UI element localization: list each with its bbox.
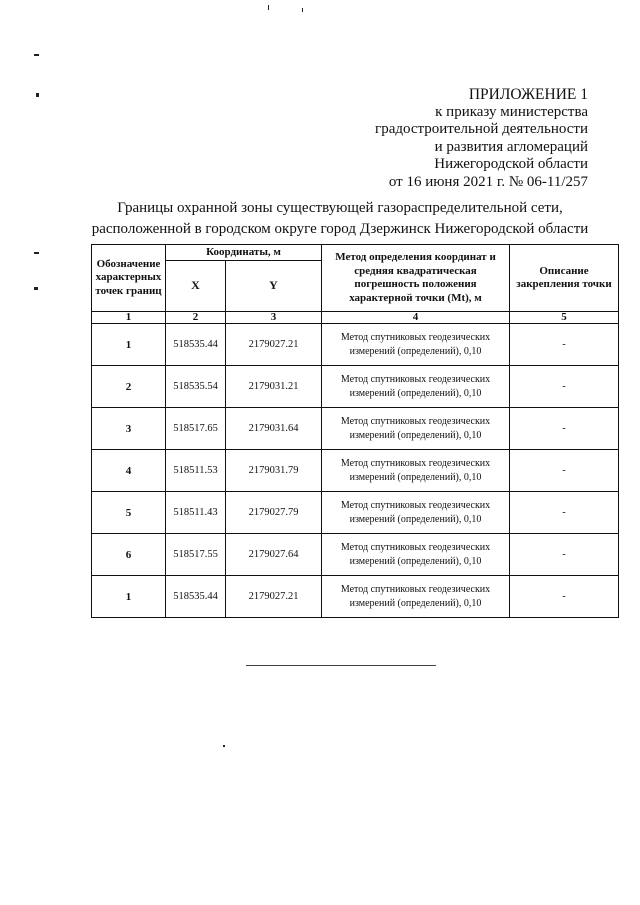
scan-mark [223,745,225,747]
method-cell: Метод спутниковых геодезических измерений (определений), 0,10 [322,576,510,618]
document-title [60,198,620,240]
method-cell: Метод спутниковых геодезических измерений (определений), 0,10 [322,366,510,408]
table-row [92,492,619,534]
coord-y: 2179031.21 [226,366,322,408]
coord-x: 518535.44 [166,576,226,618]
point-id: 1 [92,324,166,366]
point-id: 1 [92,576,166,618]
document-title-line: расположенной в городском округе город Дзержинск Нижегородской области [91,221,589,237]
description-cell: - [510,492,619,534]
point-id: 4 [92,450,166,492]
header-method: Метод определения координат и средняя квадратическая погрешность положения характерной точки (Mt), м [322,245,510,312]
end-divider [246,665,436,666]
table-row [92,366,619,408]
description-cell: - [510,576,619,618]
header-description: Описание закрепления точки [510,245,619,312]
appendix-line: к приказу министерства [435,103,588,120]
table-row [92,324,619,366]
coord-y: 2179027.21 [226,324,322,366]
table-row [92,576,619,618]
appendix-line: от 16 июня 2021 г. № 06-11/257 [388,173,588,190]
header-coordinates: Координаты, м [166,245,322,261]
table-row [92,408,619,450]
document-title-line: Границы охранной зоны существующей газораспределительной сети, [117,200,563,216]
scan-mark [36,93,39,97]
method-cell: Метод спутниковых геодезических измерений (определений), 0,10 [322,492,510,534]
coord-y: 2179031.64 [226,408,322,450]
coord-x: 518517.65 [166,408,226,450]
method-cell: Метод спутниковых геодезических измерений (определений), 0,10 [322,408,510,450]
scan-mark [34,54,39,56]
description-cell: - [510,324,619,366]
header-y: Y [226,261,322,312]
method-cell: Метод спутниковых геодезических измерений (определений), 0,10 [322,534,510,576]
point-id: 3 [92,408,166,450]
description-cell: - [510,366,619,408]
header-point: Обозначение характерных точек границ [92,245,166,312]
description-cell: - [510,534,619,576]
coord-y: 2179031.79 [226,450,322,492]
table-row [92,450,619,492]
coord-x: 518517.55 [166,534,226,576]
coord-y: 2179027.64 [226,534,322,576]
column-number: 3 [226,312,322,324]
header-x: X [166,261,226,312]
scan-mark [268,5,269,10]
scan-mark [34,287,38,290]
scan-mark [34,252,39,254]
coord-x: 518535.54 [166,366,226,408]
appendix-block [375,86,588,191]
coord-y: 2179027.21 [226,576,322,618]
column-number: 5 [510,312,619,324]
appendix-line: и развития агломераций [434,138,588,155]
point-id: 6 [92,534,166,576]
appendix-line: градостроительной деятельности [375,121,588,137]
column-number: 4 [322,312,510,324]
appendix-title: ПРИЛОЖЕНИЕ 1 [468,86,588,103]
description-cell: - [510,408,619,450]
coord-x: 518511.43 [166,492,226,534]
coord-y: 2179027.79 [226,492,322,534]
column-number: 2 [166,312,226,324]
method-cell: Метод спутниковых геодезических измерений (определений), 0,10 [322,450,510,492]
coord-x: 518535.44 [166,324,226,366]
point-id: 5 [92,492,166,534]
scan-mark [302,8,303,12]
point-id: 2 [92,366,166,408]
method-cell: Метод спутниковых геодезических измерений (определений), 0,10 [322,324,510,366]
coord-x: 518511.53 [166,450,226,492]
table-row [92,534,619,576]
description-cell: - [510,450,619,492]
column-number: 1 [92,312,166,324]
boundary-points-table [91,244,619,618]
appendix-line: Нижегородской области [434,156,588,172]
